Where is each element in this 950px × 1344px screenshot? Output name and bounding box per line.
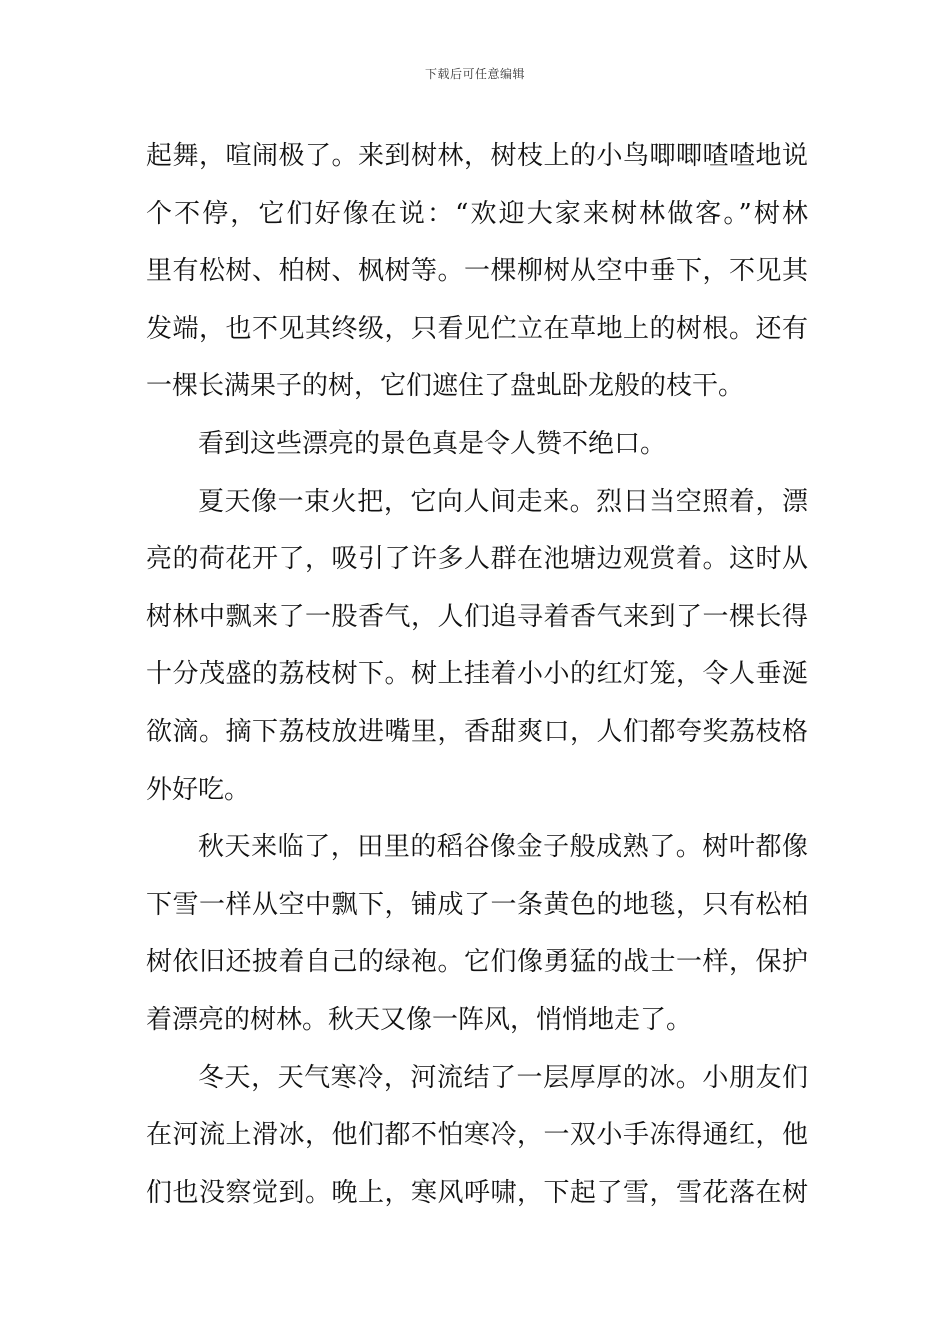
text-line: 们也没察觉到。晚上，寒风呼啸，下起了雪，雪花落在树 bbox=[146, 1177, 808, 1208]
text-line: 着漂亮的树林。秋天又像一阵风，悄悄地走了。 bbox=[146, 1004, 693, 1035]
text-line: 外好吃。 bbox=[146, 774, 251, 805]
text-line: 十分茂盛的荔枝树下。树上挂着小小的红灯笼，令人垂涎 bbox=[146, 659, 808, 690]
text-line: 里有松树、柏树、枫树等。一棵柳树从空中垂下，不见其 bbox=[146, 256, 808, 287]
text-line: 在河流上滑冰，他们都不怕寒冷，一双小手冻得通红，他 bbox=[146, 1120, 808, 1151]
text-line: 个不停，它们好像在说：“欢迎大家来树林做客。”树林 bbox=[146, 198, 808, 229]
text-line: 亮的荷花开了，吸引了许多人群在池塘边观赏着。这时从 bbox=[146, 544, 808, 575]
text-line: 树依旧还披着自己的绿袍。它们像勇猛的战士一样，保护 bbox=[146, 947, 808, 978]
text-line: 秋天来临了，田里的稻谷像金子般成熟了。树叶都像 bbox=[198, 832, 808, 863]
text-line: 发端，也不见其终级，只看见伫立在草地上的树根。还有 bbox=[146, 313, 808, 344]
text-line: 冬天，天气寒冷，河流结了一层厚厚的冰。小朋友们 bbox=[198, 1062, 808, 1093]
text-line: 起舞，喧闹极了。来到树林，树枝上的小鸟唧唧喳喳地说 bbox=[146, 141, 808, 171]
text-line: 下雪一样从空中飘下，铺成了一条黄色的地毯，只有松柏 bbox=[146, 889, 808, 920]
text-line: 一棵长满果子的树，它们遮住了盘虬卧龙般的枝干。 bbox=[146, 371, 745, 402]
text-line: 树林中飘来了一股香气，人们追寻着香气来到了一棵长得 bbox=[146, 601, 808, 632]
body-text bbox=[146, 128, 808, 1222]
page-header: 下载后可任意编辑 bbox=[424, 67, 525, 81]
text-line: 夏天像一束火把，它向人间走来。烈日当空照着，漂 bbox=[198, 486, 808, 517]
text-line: 看到这些漂亮的景色真是令人赞不绝口。 bbox=[198, 428, 667, 459]
text-line: 欲滴。摘下荔枝放进嘴里，香甜爽口，人们都夸奖荔枝格 bbox=[146, 716, 808, 747]
